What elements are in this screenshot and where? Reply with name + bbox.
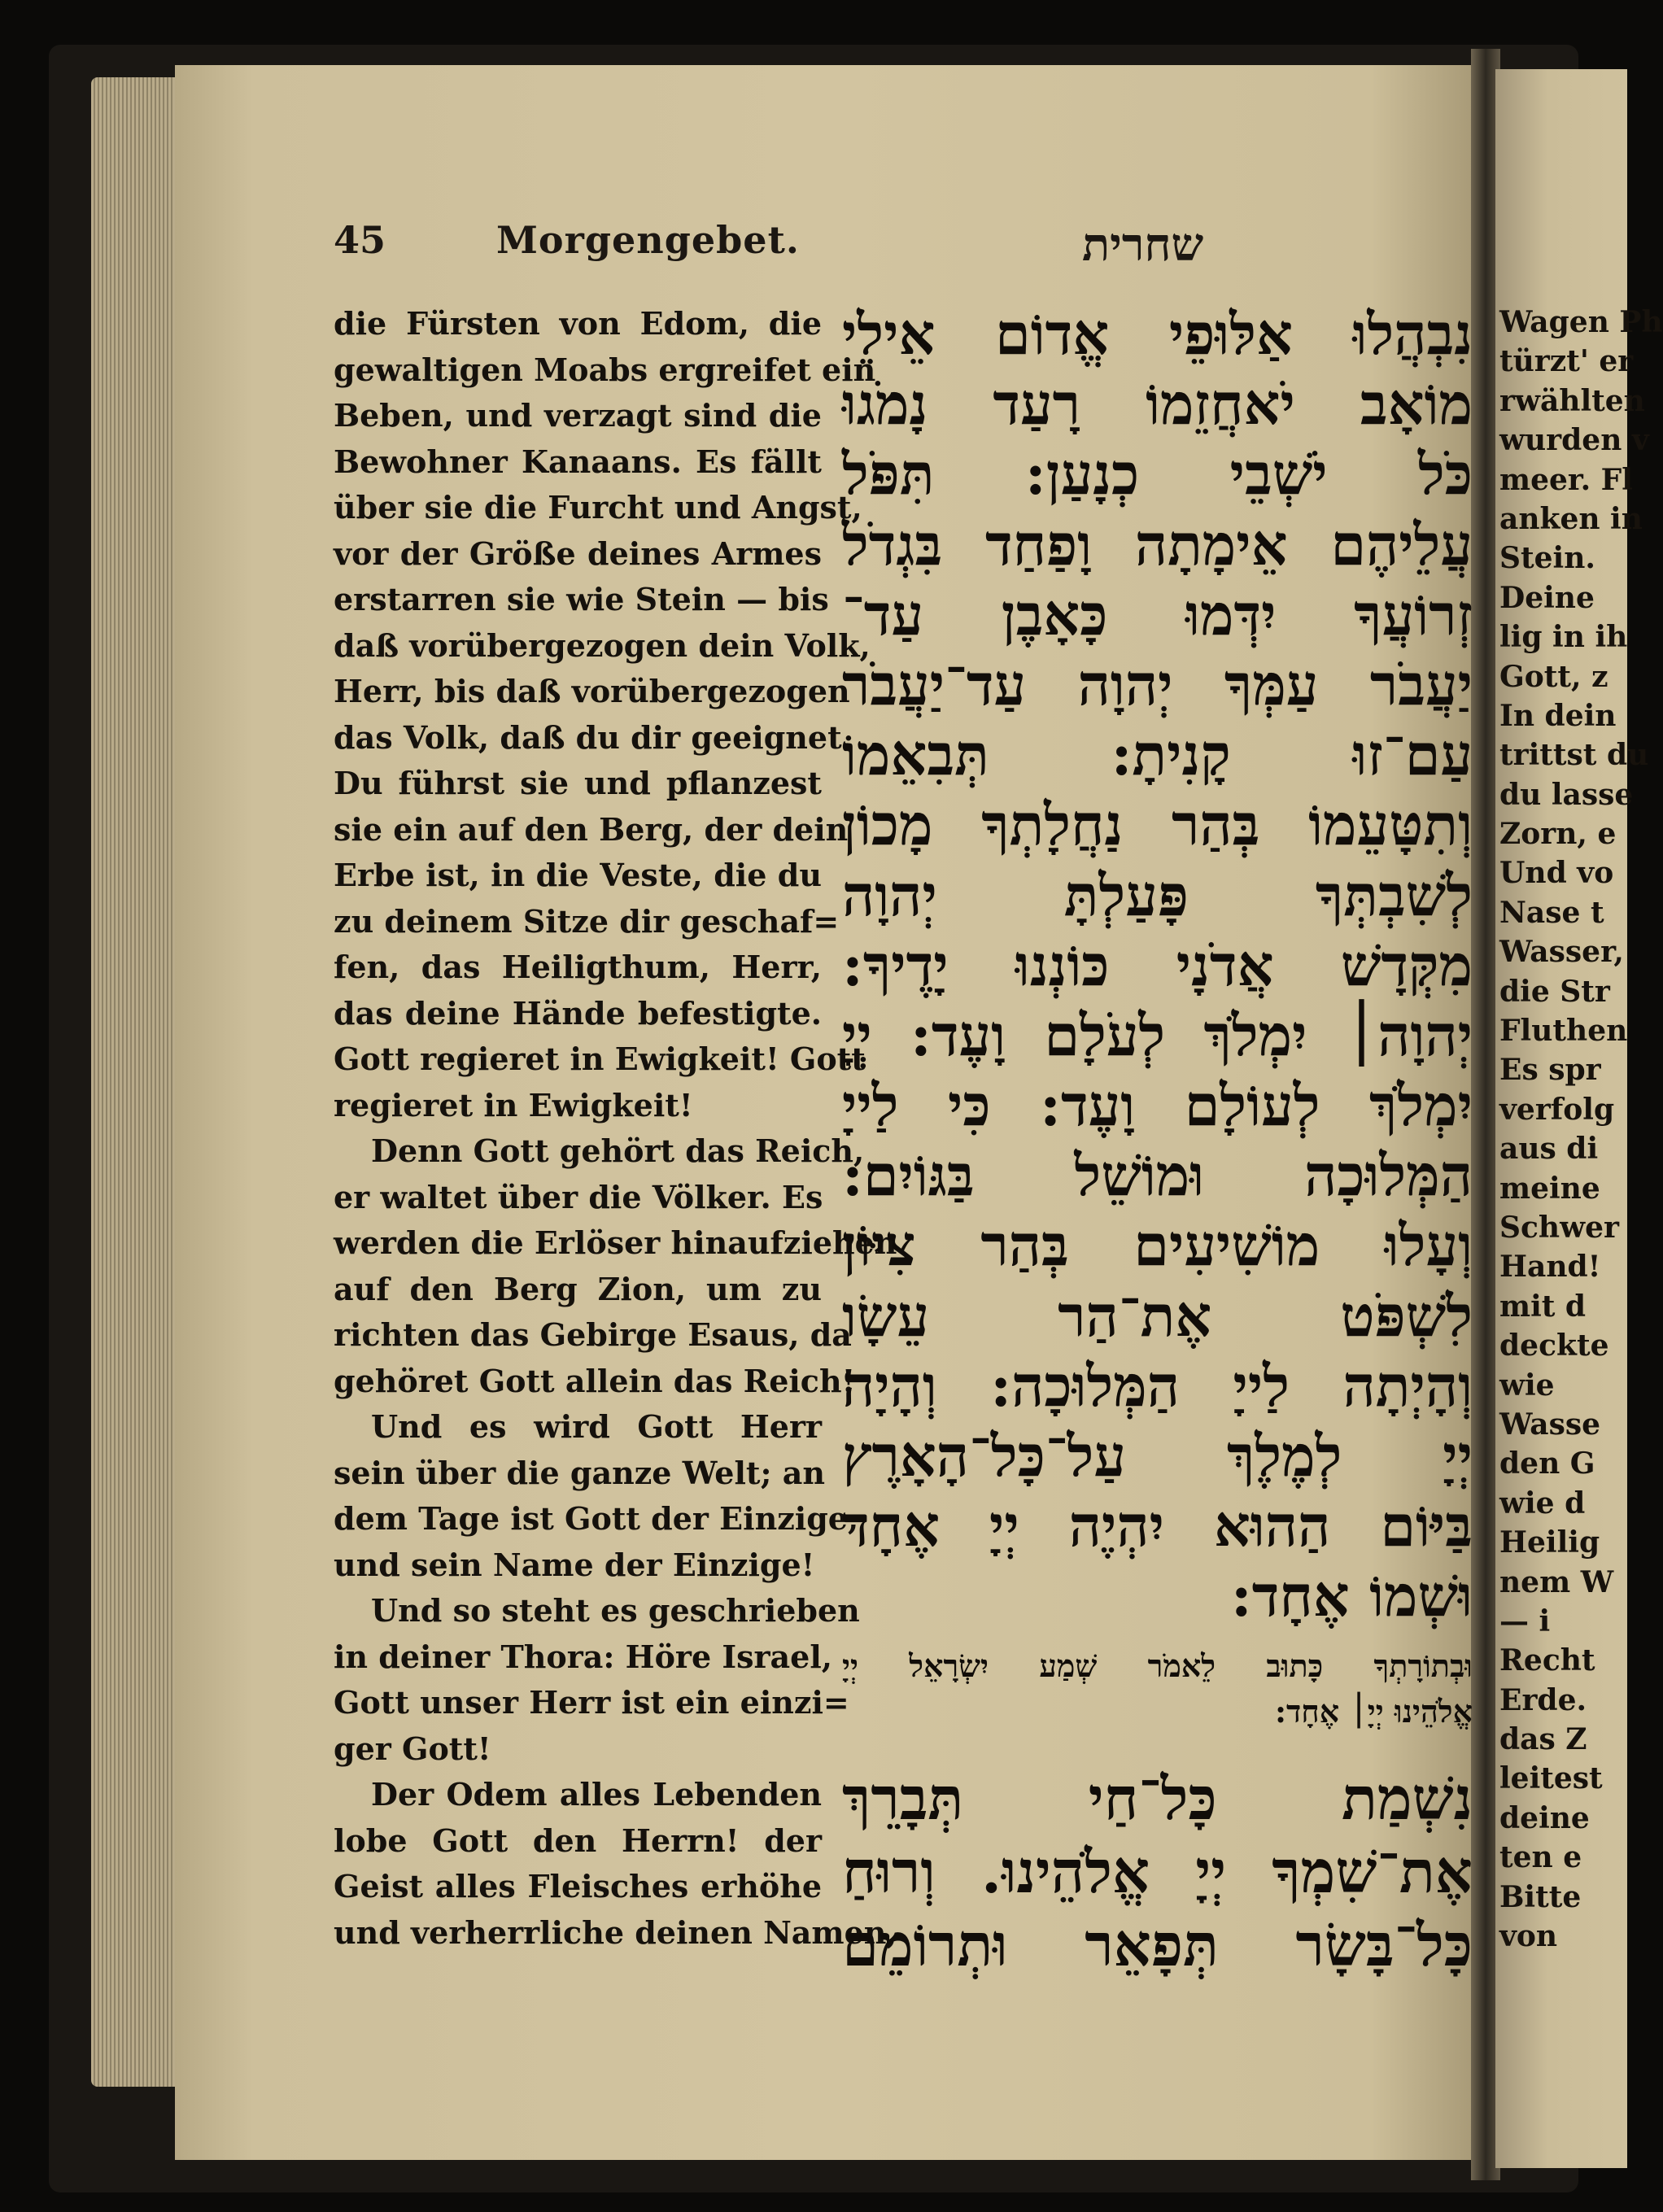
next-page-text-line: den G [1499,1446,1595,1481]
german-text-line: und sein Name der Einzige! [334,1546,815,1583]
german-text-line: erstarren sie wie Stein — bis [334,581,829,617]
hebrew-text-line: וְהָיְתָה לַייָ הַמְּלוּכָה: וְהָיָה [842,1351,1473,1420]
hebrew-text-line: וּשְׁמוֹ אֶחָד: [1230,1562,1473,1630]
german-text-line: Gott unser Herr ist ein einzi= [334,1684,849,1721]
german-text-line: gewaltigen Moabs ergreifet ein [334,351,876,388]
next-page-text-line: Wasser, [1499,935,1624,970]
page-stack-edge [91,77,185,2087]
german-text-line: werden die Erlöser hinaufziehen [334,1224,897,1261]
german-text-line: vor der Größe deines Armes [334,534,822,572]
next-page-text-line: meine [1499,1171,1600,1206]
german-text-line: in deiner Thora: Höre Israel, [334,1638,833,1675]
next-page-text-line: Nase t [1499,895,1604,930]
hebrew-text-line: מִקְּדָשׁ אֲדֹנָי כּוֹנְנוּ יָדֶיךָ: [842,931,1473,999]
hebrew-nishmat-block [842,1762,1473,1982]
german-text-line: auf den Berg Zion, um zu [334,1270,822,1307]
german-text-line: die Fürsten von Edom, die [334,305,822,342]
page-title: Morgengebet. [496,218,800,262]
next-page-text-line: Wasse [1499,1407,1601,1442]
next-page-text-line: wie [1499,1368,1555,1403]
hebrew-text-column [842,299,1473,1982]
german-text-line: sie ein auf den Berg, der dein [334,810,849,848]
hebrew-text-line: כֹּל יֹשְׁבֵי כְנָעַן: תִּפֹּל [842,440,1473,508]
hebrew-text-line: עַם־זוּ קָנִיתָ: תְּבִאֵמוֹ [842,721,1473,789]
german-text-line: regieret in Ewigkeit! [334,1086,693,1123]
hebrew-text-line: עֲלֵיהֶם אֵימָתָה וָפַחַד בִּגְדֹל [842,510,1473,578]
next-page-text-line: Hand! [1499,1250,1601,1285]
next-page-text-line: Recht [1499,1643,1595,1678]
hebrew-text-line: וְתִטָּעֵמוֹ בְּהַר נַחֲלָתְךָ מָכוֹן [842,791,1473,859]
next-page-text-line: Stein. [1499,541,1595,576]
next-page-text-line: Bitte [1499,1879,1582,1914]
german-text-line: zu deinem Sitze dir geschaf= [334,902,840,940]
next-page-text-line: Fluthen [1499,1014,1628,1049]
hebrew-main-block [842,299,1473,1632]
next-page-text-line: aus di [1499,1132,1599,1167]
german-text-line: Geist alles Fleisches erhöhe [334,1868,822,1904]
next-page-text-line: verfolg [1499,1092,1615,1127]
hebrew-text-line: וְעָלוּ מוֹשִׁיעִים בְּהַר צִיּוֹן [842,1211,1473,1280]
hebrew-small-text-line: אֱלֹהֵינוּ יְיָ׀ אֶחָד: [1274,1692,1473,1730]
next-page-text-line: ten e [1499,1840,1582,1875]
german-text-line: Und so steht es geschrieben [371,1592,860,1629]
german-text-line: Herr, bis daß vorübergezogen [334,673,850,709]
hebrew-text-line: לִשְׁפֹּט אֶת־הַר עֵשָׂו [842,1281,1473,1350]
next-page-text-line: Heilig [1499,1525,1600,1560]
hebrew-text-line: אֶת־שִׁמְךָ יְיָ אֱלֹהֵינוּ. וְרוּחַ [842,1836,1473,1906]
german-text-line: Denn Gott gehört das Reich, [371,1132,865,1169]
german-text-line: Und es wird Gott Herr [371,1408,822,1445]
german-text-line: Erbe ist, in die Veste, die du [334,857,822,893]
german-text-line: gehöret Gott allein das Reich! [334,1362,856,1399]
next-page-text-line: wurden v [1499,423,1649,458]
next-page-text-line: Wagen Ph [1499,305,1663,339]
next-page-text-line: das Z [1499,1722,1587,1757]
hebrew-text-line: הַמְּלוּכָה וּמוֹשֵׁל בַּגּוֹיִם: [842,1141,1473,1210]
hebrew-text-line: בַּיּוֹם הַהוּא יִהְיֶה יְיָ אֶחָד [842,1492,1473,1560]
next-page-text-line: Es spr [1499,1053,1601,1088]
hebrew-text-line: יִמְלֹךְ לְעוֹלָם וָעֶד: כִּי לַייָ [842,1071,1473,1140]
hebrew-text-line: זְרוֹעֲךָ יִדְּמוּ כָּאָבֶן עַד־ [842,580,1473,648]
next-page-text-line: Deine [1499,580,1595,615]
german-text-line: Du führst sie und pflanzest [334,765,822,801]
hebrew-text-line: כָּל־בָּשָׂר תְּפָאֵר וּתְרוֹמֵם [842,1909,1473,1979]
hebrew-text-line: יְהוָה׀ יִמְלֹךְ לְעֹלָם וָעֶד: יְיָ [842,1001,1473,1069]
german-text-line: das deine Hände befestigte. [334,994,822,1032]
hebrew-text-line: יַעֲבֹר עַמְּךָ יְהוָה עַד־יַעֲבֹר [842,650,1473,718]
german-text-line: und verherrliche deinen Namen, [334,1913,897,1951]
next-page-text-line: — i [1499,1603,1551,1638]
next-page-text-line: wie d [1499,1486,1586,1520]
german-text-line: Bewohner Kanaans. Es fällt [334,443,822,480]
german-text-line: Gott regieret in Ewigkeit! Gott [334,1041,866,1077]
next-page-text-line: deckte [1499,1329,1609,1363]
hebrew-text-line: נִשְׁמַת כָּל־חַי תְּבָרֵךְ [842,1763,1473,1833]
german-text-line: sein über die ganze Welt; an [334,1454,825,1491]
german-text-line: daß vorübergezogen dein Volk, [334,626,871,664]
hebrew-text-line: לְשִׁבְתְּךָ פָּעַלְתָּ יְהוָה [842,861,1473,929]
next-page-text-line: Gott, z [1499,659,1608,694]
next-page-text-line: mit d [1499,1289,1587,1324]
hebrew-page-title: שחרית [1082,218,1204,272]
next-page-text-line: Schwer [1499,1210,1619,1245]
german-text-line: Der Odem alles Lebenden [371,1776,822,1813]
hebrew-text-line: יְיָ לְמֶלֶךְ עַל־כָּל־הָאָרֶץ [842,1422,1473,1490]
next-page-text-line: deine [1499,1800,1590,1835]
hebrew-text-line: מוֹאָב יֹאחֲזֵמוֹ רָעַד נָמֹגוּ [842,370,1473,438]
german-text-line: er waltet über die Völker. Es [334,1178,823,1215]
next-page-text-line: Und vo [1499,856,1614,891]
next-page-text-line: leitest [1499,1761,1603,1796]
german-text-column [334,301,897,1956]
next-page-text-line: rwählten [1499,383,1645,418]
next-page-text-line: von [1499,1919,1558,1954]
next-page-text-line: lig in ih [1499,620,1628,655]
german-text-line: Beben, und verzagt sind die [334,397,822,434]
german-text-line: lobe Gott den Herrn! der [334,1822,822,1859]
next-page-text-line: türzt' er [1499,344,1634,379]
hebrew-small-text-line: וּבְתוֹרָתְךָ כָּתוּב לֵאמֹר שְׁמַע יִשְׂרָאֵל יְיָ [842,1647,1473,1684]
next-page-text-fragment [1499,303,1662,1956]
next-page-text-line: die Str [1499,974,1610,1009]
next-page-text-line: nem W [1499,1564,1614,1599]
german-text-line: fen, das Heiligthum, Herr, [334,949,822,985]
german-text-line: richten das Gebirge Esaus, da [334,1316,852,1353]
next-page-text-line: In dein [1499,698,1617,733]
german-text-line: über sie die Furcht und Angst, [334,489,862,526]
next-page-text-line: meer. Fl [1499,462,1633,497]
german-text-line: das Volk, daß du dir geeignet. [334,718,853,756]
german-text-line: ger Gott! [334,1730,491,1767]
hebrew-text-line: נִבְהֲלוּ אַלּוּפֵי אֱדוֹם אֵילֵי [842,300,1473,368]
page-number: 45 [334,218,386,262]
next-page-text-line: du lasse [1499,777,1634,812]
next-page-text-line: trittst du [1499,738,1649,773]
next-page-text-line: Zorn, e [1499,817,1617,852]
hebrew-small-block [842,1643,1473,1734]
next-page-text-line: Erde. [1499,1682,1587,1717]
german-text-line: dem Tage ist Gott der Einzige, [334,1500,859,1537]
next-page-text-line: anken in [1499,501,1643,536]
